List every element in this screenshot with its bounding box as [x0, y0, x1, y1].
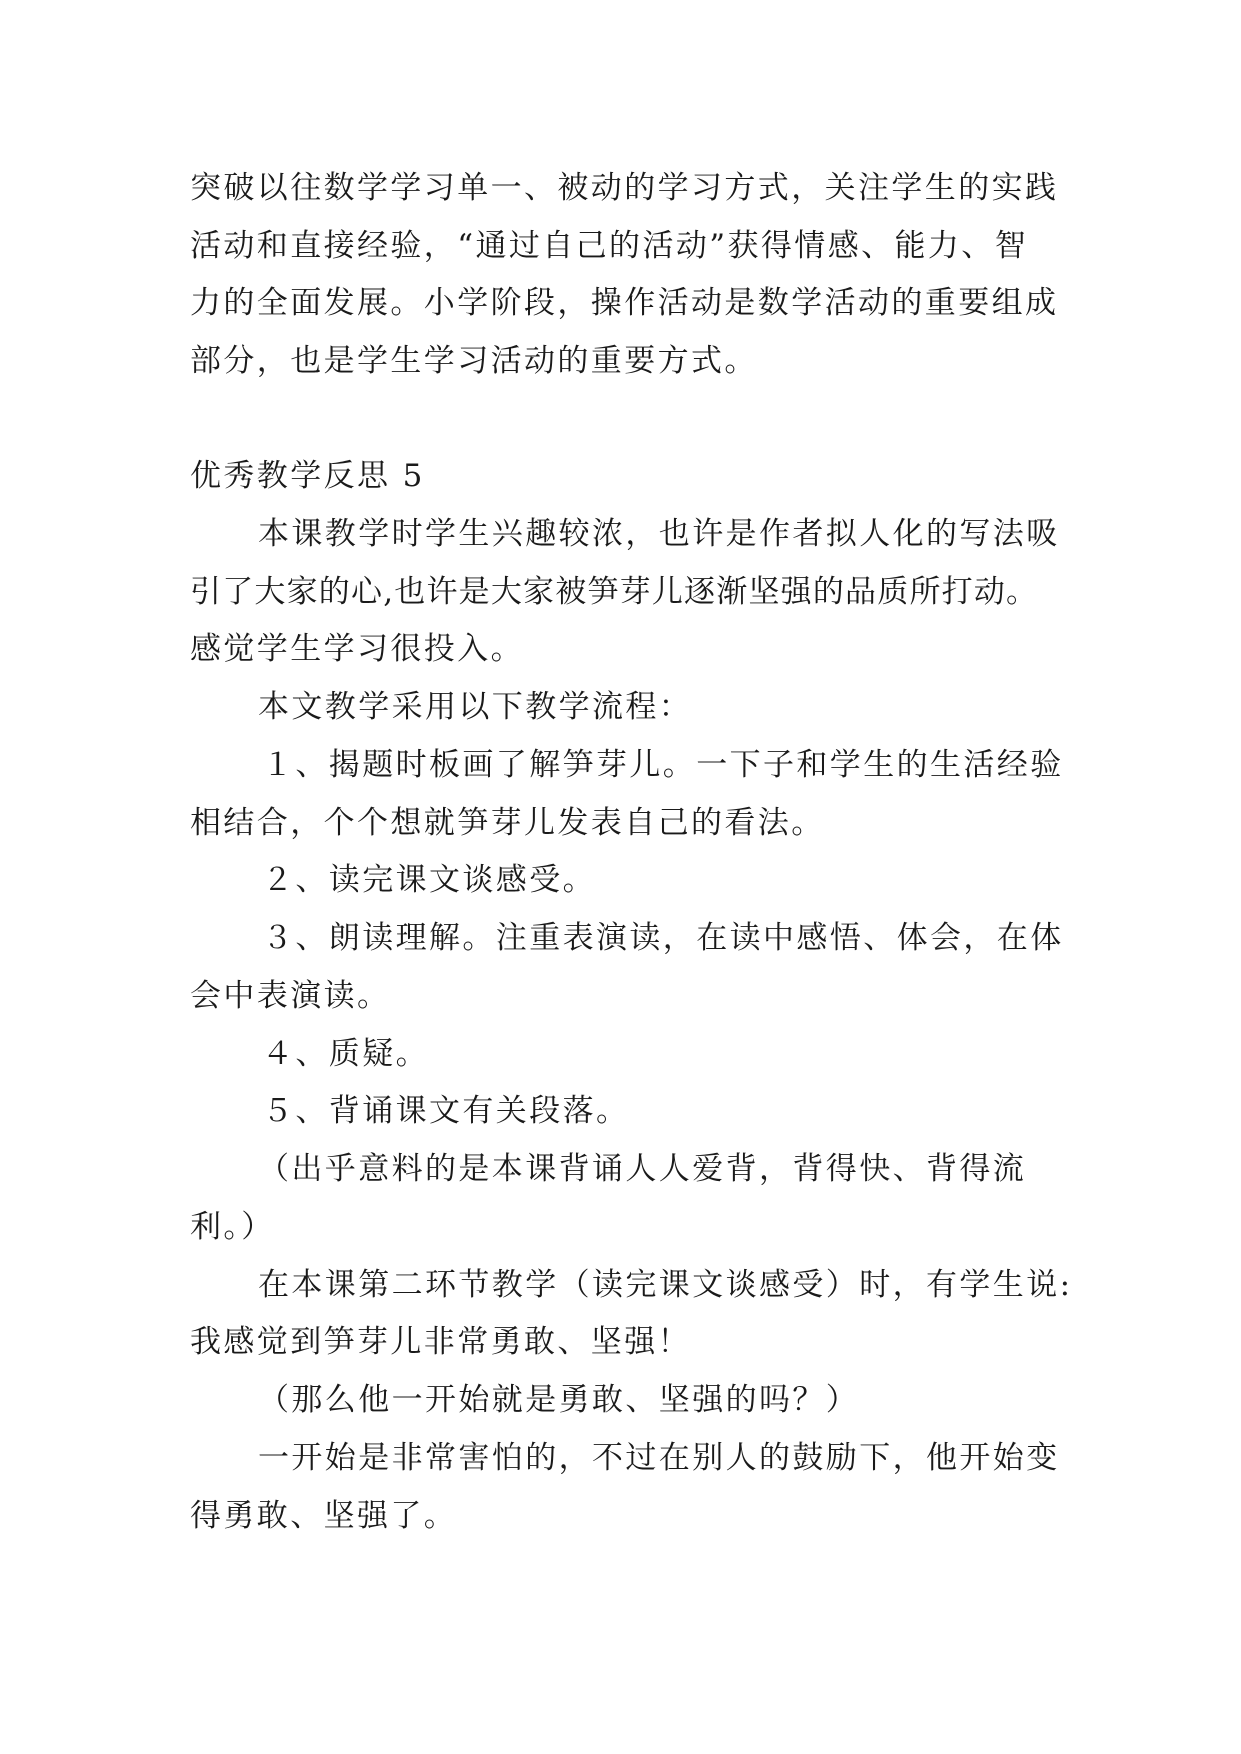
paragraph-7-line-2: 得勇敢、坚强了。 — [190, 1498, 458, 1534]
paragraph-3: 本文教学采用以下教学流程： — [258, 689, 693, 725]
paragraph-1-line-3: 力的全面发展。小学阶段，操作活动是数学活动的重要组成 — [190, 285, 1059, 321]
paragraph-2-line-3: 感觉学生学习很投入。 — [190, 631, 524, 667]
paragraph-2-line-1: 本课教学时学生兴趣较浓，也许是作者拟人化的写法吸 — [258, 516, 1060, 552]
step-4: ４、质疑。 — [262, 1036, 429, 1072]
paragraph-4-line-1: （出乎意料的是本课背诵人人爱背，背得快、背得流 — [258, 1151, 1027, 1187]
paragraph-2-line-2: 引了大家的心,也许是大家被笋芽儿逐渐坚强的品质所打动。 — [190, 574, 1039, 610]
step-1-line-2: 相结合，个个想就笋芽儿发表自己的看法。 — [190, 805, 825, 841]
paragraph-1-line-4: 部分，也是学生学习活动的重要方式。 — [190, 343, 758, 379]
step-3-line-2: 会中表演读。 — [190, 978, 391, 1014]
paragraph-4-line-2: 利。） — [190, 1209, 275, 1245]
step-2: ２、读完课文谈感受。 — [262, 862, 596, 898]
paragraph-1-line-2: 活动和直接经验，“通过自己的活动”获得情感、能力、智 — [190, 228, 1029, 264]
section-title: 优秀教学反思 5 — [190, 458, 425, 494]
paragraph-5-line-2: 我感觉到笋芽儿非常勇敢、坚强！ — [190, 1324, 691, 1360]
step-3-line-1: ３、朗读理解。注重表演读，在读中感悟、体会，在体 — [262, 920, 1064, 956]
paragraph-5-line-1: 在本课第二环节教学（读完课文谈感受）时，有学生说: — [258, 1267, 1073, 1303]
paragraph-7-line-1: 一开始是非常害怕的，不过在别人的鼓励下，他开始变 — [258, 1440, 1060, 1476]
paragraph-6: （那么他一开始就是勇敢、坚强的吗？） — [258, 1382, 860, 1418]
paragraph-1-line-1: 突破以往数学学习单一、被动的学习方式，关注学生的实践 — [190, 170, 1059, 206]
step-1-line-1: １、揭题时板画了解笋芽儿。一下子和学生的生活经验 — [262, 747, 1064, 783]
step-5: ５、背诵课文有关段落。 — [262, 1093, 630, 1129]
